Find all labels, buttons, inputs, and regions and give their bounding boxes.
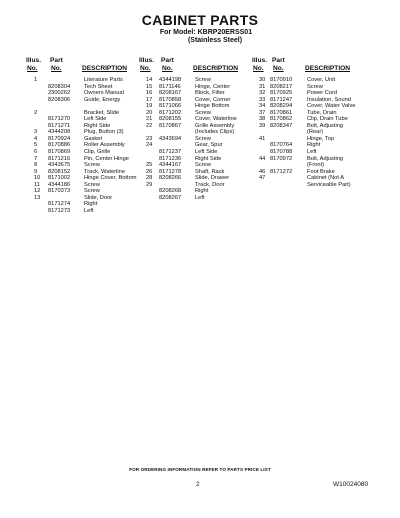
part-description: Screw (195, 162, 211, 169)
part-number: 8170972 (270, 155, 293, 162)
part-description: Tech Sheet (84, 83, 113, 90)
part-description: Screw (195, 135, 211, 142)
illus-number: 26 (146, 168, 153, 175)
part-description: Screw (195, 109, 211, 116)
header-description: DESCRIPTION (193, 65, 239, 72)
header-part-top: Part (272, 57, 285, 64)
part-number: 8208294 (270, 103, 293, 110)
part-number: 8171274 (48, 201, 71, 208)
illus-number: 46 (259, 168, 266, 175)
illus-number: 14 (146, 77, 153, 83)
part-number: 8208217 (270, 83, 293, 90)
part-number: 8170925 (270, 90, 293, 97)
illus-number: 11 (34, 181, 40, 188)
illus-number: 9 (34, 168, 38, 175)
part-number: 8171247 (270, 96, 293, 103)
part-number: 8171272 (270, 168, 293, 175)
part-number: 8170867 (159, 122, 182, 129)
part-description: Hinge Bottom (195, 103, 230, 110)
part-description: (Front) (307, 162, 325, 169)
header-part-top: Part (50, 57, 63, 64)
part-number: 8208304 (48, 83, 71, 90)
part-description: Literature Parts (84, 77, 123, 83)
part-description: (Includes Clips) (195, 129, 235, 136)
part-description: Insulation, Sound (307, 96, 351, 103)
part-description: Left (307, 149, 317, 156)
model-label: For Model: KBRP20ERSS01 (159, 29, 253, 36)
part-description: Plug, Button (3) (84, 129, 124, 136)
header-part-top: Part (161, 57, 174, 64)
part-description: Right Side (195, 155, 222, 162)
part-number: 8208152 (48, 168, 71, 175)
header-illus-top: Illus. (26, 57, 42, 64)
part-number: 8170861 (270, 109, 293, 116)
part-description: Guide, Energy (84, 96, 121, 103)
part-number: 8170869 (48, 149, 71, 156)
part-description: Block, Filter (195, 90, 225, 97)
part-number: 8170886 (48, 142, 71, 149)
part-number: 4344186 (48, 181, 71, 188)
illus-number: 23 (146, 135, 153, 142)
header-description: DESCRIPTION (305, 65, 351, 72)
header-illus-bottom: No. (140, 65, 151, 72)
header-part-bottom: No. (51, 65, 62, 72)
header-description: DESCRIPTION (82, 65, 128, 72)
part-number: 8171270 (48, 116, 71, 123)
part-description: Track, Door (195, 181, 225, 188)
part-number: 4344167 (159, 162, 182, 169)
part-description: Roller Assembly (84, 142, 125, 149)
table-row (34, 208, 144, 215)
part-description: Left Side (195, 149, 218, 156)
part-description: Foot Brake (307, 168, 335, 175)
part-number: 8171202 (159, 109, 182, 116)
illus-number: 2 (34, 109, 38, 116)
header-part-bottom: No. (162, 65, 173, 72)
part-description: Serviceable Part) (307, 181, 351, 188)
column-header (139, 57, 256, 77)
illus-number: 4 (34, 135, 38, 142)
part-number: 8171216 (48, 155, 71, 162)
part-description: Hinge, Top (307, 135, 335, 142)
part-number: 4343694 (159, 135, 182, 142)
part-number: 8170788 (270, 149, 293, 156)
illus-number: 3 (34, 129, 38, 136)
part-description: Cover, Corner (195, 96, 231, 103)
illus-number: 32 (259, 90, 266, 97)
illus-number: 6 (34, 149, 38, 156)
illus-number: 15 (146, 83, 153, 90)
part-number: 8208155 (159, 116, 182, 123)
part-number: 8208347 (270, 122, 293, 129)
part-number: 8171146 (159, 83, 181, 90)
part-description: Clip, Grille (84, 149, 111, 156)
part-description: Screw (84, 162, 100, 169)
illus-number: 17 (146, 96, 153, 103)
part-description: Gasket (84, 135, 103, 142)
header-part-bottom: No. (273, 65, 284, 72)
illus-number: 39 (259, 122, 266, 129)
column-header (26, 57, 144, 77)
part-number: 8208167 (159, 90, 182, 97)
part-description: Right (195, 188, 209, 195)
illus-number: 7 (34, 155, 38, 162)
page-number: 2 (196, 481, 200, 488)
column-header (252, 57, 379, 77)
part-description: Cabinet (Not A (307, 175, 344, 182)
illus-number: 47 (259, 175, 266, 182)
part-description: Cover, Water Valve (307, 103, 356, 110)
header-illus-top: Illus. (252, 57, 268, 64)
illus-number: 13 (34, 194, 41, 201)
part-number: 8171237 (159, 149, 182, 156)
illus-number: 37 (259, 109, 266, 116)
ordering-note: FOR ORDERING INFORMATION REFER TO PARTS PRICE LIST (129, 467, 271, 472)
part-number: 8208267 (159, 194, 182, 201)
illus-number: 41 (259, 135, 266, 142)
part-description: Gear, Spur (195, 142, 223, 149)
part-description: Owners Manual (84, 90, 124, 97)
part-number: 8171236 (159, 155, 182, 162)
part-description: Tube, Drain (307, 109, 337, 116)
part-number: 8170858 (159, 96, 182, 103)
part-description: Right (84, 201, 98, 208)
document-number: W10024080 (333, 481, 369, 488)
page-title: CABINET PARTS (141, 12, 259, 28)
part-description: Screw (195, 77, 211, 83)
part-number: 8170924 (48, 135, 71, 142)
illus-number: 10 (34, 175, 41, 182)
part-description: Hinge Cover, Bottom (84, 175, 137, 182)
illus-number: 16 (146, 90, 153, 97)
part-number: 8171273 (48, 207, 71, 214)
part-number: 8171278 (159, 168, 182, 175)
part-number: 4344208 (48, 129, 71, 136)
illus-number: 28 (146, 175, 153, 182)
illus-number: 44 (259, 155, 266, 162)
part-description: Screw (307, 83, 323, 90)
part-description: Screw (84, 188, 100, 195)
part-description: Power Cord (307, 90, 338, 97)
part-description: Cover, Waterline (195, 116, 237, 123)
table-row (146, 195, 256, 202)
part-number: 8170910 (270, 77, 293, 83)
part-description: Bolt, Adjusting (307, 155, 344, 162)
part-description: Bolt, Adjusting (307, 122, 344, 129)
part-number: 8170764 (270, 142, 293, 149)
illus-number: 21 (146, 116, 153, 123)
header-illus-bottom: No. (27, 65, 38, 72)
parts-column-1 (26, 57, 144, 214)
part-number: 8208266 (159, 175, 182, 182)
part-number: 8208268 (159, 188, 182, 195)
header-illus-bottom: No. (253, 65, 264, 72)
parts-column-2 (139, 57, 256, 201)
part-number: 8208306 (48, 96, 71, 103)
part-number: 4343675 (48, 162, 71, 169)
illus-number: 38 (259, 116, 266, 123)
part-number: 8171271 (48, 122, 71, 129)
part-number: 4344198 (159, 77, 182, 83)
part-description: Grille Assembly (195, 122, 235, 129)
part-description: (Rear) (307, 129, 324, 136)
illus-number: 25 (146, 162, 153, 169)
illus-number: 1 (34, 77, 38, 83)
part-description: Left (84, 207, 94, 214)
part-number: 2300262 (48, 90, 71, 97)
illus-number: 24 (146, 142, 153, 149)
parts-column-3 (252, 57, 379, 188)
part-number: 8170862 (270, 116, 293, 123)
part-description: Slide, Door (84, 194, 113, 201)
part-description: Pin, Center Hinge (84, 155, 129, 162)
part-description: Clip, Drain Tube (307, 116, 348, 123)
part-description: Right (307, 142, 321, 149)
table-row (259, 182, 379, 189)
part-description: Cover, Unit (307, 77, 336, 83)
illus-number: 33 (259, 96, 266, 103)
illus-number: 8 (34, 162, 38, 169)
illus-number: 20 (146, 109, 153, 116)
part-description: Left (195, 194, 205, 201)
illus-number: 31 (259, 83, 266, 90)
illus-number: 22 (146, 122, 153, 129)
illus-number: 29 (146, 181, 153, 188)
illus-number: 30 (259, 77, 266, 83)
part-description: Bracket, Slide (84, 109, 120, 116)
header-illus-top: Illus. (139, 57, 155, 64)
part-description: Right Side (84, 122, 111, 129)
part-number: 8171002 (48, 175, 71, 182)
part-description: Shaft, Rack (195, 168, 225, 175)
illus-number: 12 (34, 188, 41, 195)
part-description: Hinge, Center (195, 83, 231, 90)
part-description: Screw (84, 181, 100, 188)
finish-label: (Stainless Steel) (187, 37, 243, 44)
part-number: 8170373 (48, 188, 71, 195)
illus-number: 34 (259, 103, 266, 110)
illus-number: 19 (146, 103, 153, 110)
part-description: Track, Waterline (84, 168, 125, 175)
illus-number: 5 (34, 142, 38, 149)
part-description: Slide, Drawer (195, 175, 230, 182)
part-description: Left Side (84, 116, 107, 123)
part-number: 8171066 (159, 103, 182, 110)
